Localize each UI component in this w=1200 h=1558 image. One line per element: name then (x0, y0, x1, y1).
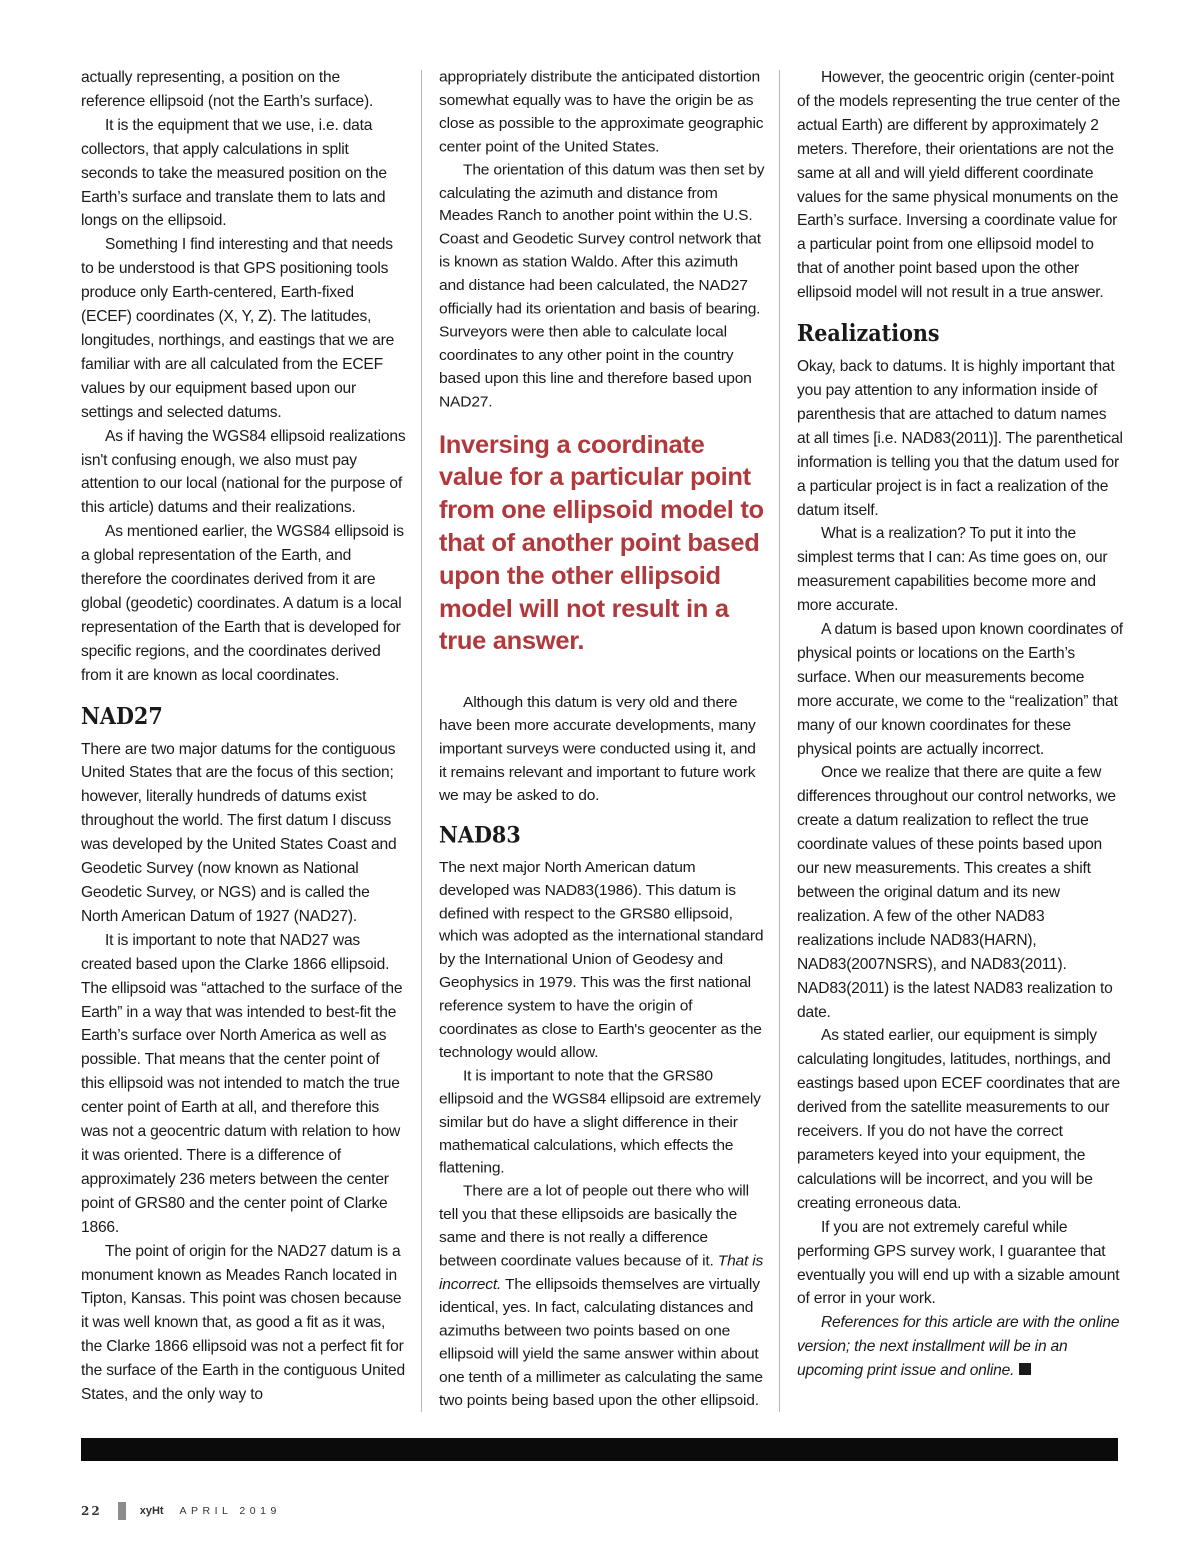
paragraph: There are two major datums for the contiguous United States that are the focus of this section; however, literally hundreds of datums exist throughout the world. The first datum I discuss was developed by the United States Coast and Geodetic Survey (now known as National Geodetic Survey, or NGS) and is called the North American Datum of 1927 (NAD27). (81, 740, 397, 925)
article-column-1 (81, 66, 407, 1407)
section-heading-nad27: NAD27 (81, 702, 163, 730)
paragraph: As if having the WGS84 ellipsoid realizations isn't confusing enough, we also must pay attention to our local (national for the purpose of this article) datums and their realizations. (81, 427, 406, 517)
page-footer (81, 1501, 281, 1521)
article-column-2 (439, 66, 765, 1412)
paragraph: As mentioned earlier, the WGS84 ellipsoid is a global representation of the Earth, and therefore the coordinates derived from it are global (geodetic) coordinates. A datum is a local representation of the Earth that is developed for specific regions, and the coordinates derived from it are known as local coordinates. (81, 523, 404, 684)
section-heading-nad83: NAD83 (439, 822, 521, 849)
bottom-bar (81, 1438, 1118, 1461)
paragraph: Something I find interesting and that needs to be understood is that GPS positioning tools produce only Earth-centered, Earth-fixed (ECEF) coordinates (X, Y, Z). The latitudes, longitudes, northings, and eastings that we are familiar with are all calculated from the ECEF values by our equipment based upon our settings and selected datums. (81, 236, 395, 421)
section-heading-realizations: Realizations (797, 320, 940, 348)
column-divider-2 (779, 70, 780, 1412)
paragraph: It is important to note that NAD27 was created based upon the Clarke 1866 ellipsoid. The ellipsoid was “attached to the surface of the Earth” in a way that was intended to best-fit the Earth’s surface over North America as well as possible. That means that the center point of this ellipsoid was not intended to match the true center point of Earth at all, and therefore this was not a geocentric datum with relation to how it was oriented. There is a difference of approximately 236 meters between the center point of GRS80 and the center point of Clarke 1866. (81, 931, 403, 1236)
paragraph: However, the geocentric origin (center-point of the models representing the true center of the actual Earth) are different by approximately 2 meters. Therefore, their orientations are not the same at all and will yield different coordinate values for the same physical monuments on the Earth’s surface. Inversing a coordinate value for a particular point from one ellipsoid model to that of another point based upon the other ellipsoid model will not result in a true answer. (797, 69, 1121, 302)
paragraph: appropriately distribute the anticipated distortion somewhat equally was to have the origin be as close as possible to the approximate geographic center point of the United States. (439, 68, 764, 155)
paragraph: It is the equipment that we use, i.e. data collectors, that apply calculations in split seconds to take the measured position on the Earth’s surface and translate them to lats and longs on the ellipsoid. (81, 116, 387, 230)
text-run: The ellipsoids themselves are virtually identical, yes. In fact, calculating distances and azimuths between two points based on one ellipsoid will yield the same answer within about one tenth of a millimeter as calculating the same two points being based upon the other ellipsoid. (439, 1276, 763, 1409)
paragraph: If you are not extremely careful while performing GPS survey work, I guarantee that eventually you will end up with a sizable amount of error in your work. (797, 1218, 1120, 1308)
paragraph: It is important to note that the GRS80 ellipsoid and the WGS84 ellipsoid are extremely similar but do have a slight difference in their mathematical calculations, which effects the flattening. (439, 1067, 761, 1177)
article-column-3 (797, 66, 1123, 1383)
paragraph: The orientation of this datum was then set by calculating the azimuth and distance from Meades Ranch to another point within the U.S. Coast and Geodetic Survey control network that is known as station Waldo. After this azimuth and distance had been calculated, the NAD27 officially had its orientation and basis of bearing. Surveyors were then able to calculate local coordinates to any other point in the country based upon this line and therefore based upon NAD27. (439, 161, 765, 410)
emphasis-text: That is incorrect. (439, 1253, 764, 1293)
paragraph: Okay, back to datums. It is highly important that you pay attention to any information inside of parenthesis that are attached to datum names at all times [i.e. NAD83(2011)]. The parenthetical information is telling you that the datum used for a particular project is in fact a realization of the datum itself. (797, 358, 1123, 519)
text-run: There are a lot of people out there who will tell you that these ellipsoids are basically the same and there is not really a difference between coordinate values because of it. (439, 1183, 749, 1270)
paragraph: What is a realization? To put it into the simplest terms that I can: As time goes on, our measurement capabilities become more and more accurate. (797, 525, 1108, 615)
paragraph (439, 1181, 765, 1413)
page-number: 22 (81, 1504, 102, 1518)
end-mark-icon (1019, 1363, 1031, 1375)
footer-divider-block (118, 1502, 126, 1520)
magazine-name: xyHt (139, 1505, 164, 1517)
pull-quote: Inversing a coordinate value for a particular point from one ellipsoid model to that of another point based upon the other ellipsoid model will not result in a true answer. (439, 431, 764, 655)
text-run: References for this article are with the online version; the next installment will be in an upcoming print issue and online. (797, 1314, 1120, 1380)
paragraph: Although this datum is very old and there have been more accurate developments, many important surveys were conducted using it, and it remains relevant and important to future work we may be asked to do. (439, 694, 756, 804)
paragraph: The next major North American datum developed was NAD83(1986). This datum is defined with respect to the GRS80 ellipsoid, which was adopted as the international standard by the International Union of Geodesy and Geophysics in 1979. This was the first national reference system to have the origin of coordinates as close to Earth's geocenter as the technology would allow. (439, 858, 764, 1061)
paragraph: The point of origin for the NAD27 datum is a monument known as Meades Ranch located in Tipton, Kansas. This point was chosen because it was well known that, as good a fit as it was, the Clarke 1866 ellipsoid was not a perfect fit for the surface of the Earth in the contiguous United States, and the only way to (81, 1242, 405, 1404)
column-divider-1 (421, 70, 422, 1412)
issue-date: APRIL 2019 (179, 1505, 281, 1517)
paragraph: actually representing, a position on the reference ellipsoid (not the Earth’s surface). (81, 69, 374, 110)
paragraph: Once we realize that there are quite a few differences throughout our control networks, we create a datum realization to reflect the true coordinate values of these points based upon our new measurements. This creates a shift between the original datum and its new realization. A few of the other NAD83 realizations include NAD83(HARN), NAD83(2007NSRS), and NAD83(2011). NAD83(2011) is the latest NAD83 realization to date. (797, 764, 1116, 1021)
references-note (797, 1311, 1123, 1383)
paragraph: A datum is based upon known coordinates of physical points or locations on the Earth’s surface. When our measurements become more accurate, we come to the “realization” that many of our known coordinates for these physical points are actually incorrect. (797, 621, 1123, 758)
paragraph: As stated earlier, our equipment is simply calculating longitudes, latitudes, northings, and eastings based upon ECEF coordinates that are derived from the satellite measurements to our receivers. If you do not have the correct parameters keyed into your equipment, the calculations will be incorrect, and you will be creating erroneous data. (797, 1027, 1121, 1212)
